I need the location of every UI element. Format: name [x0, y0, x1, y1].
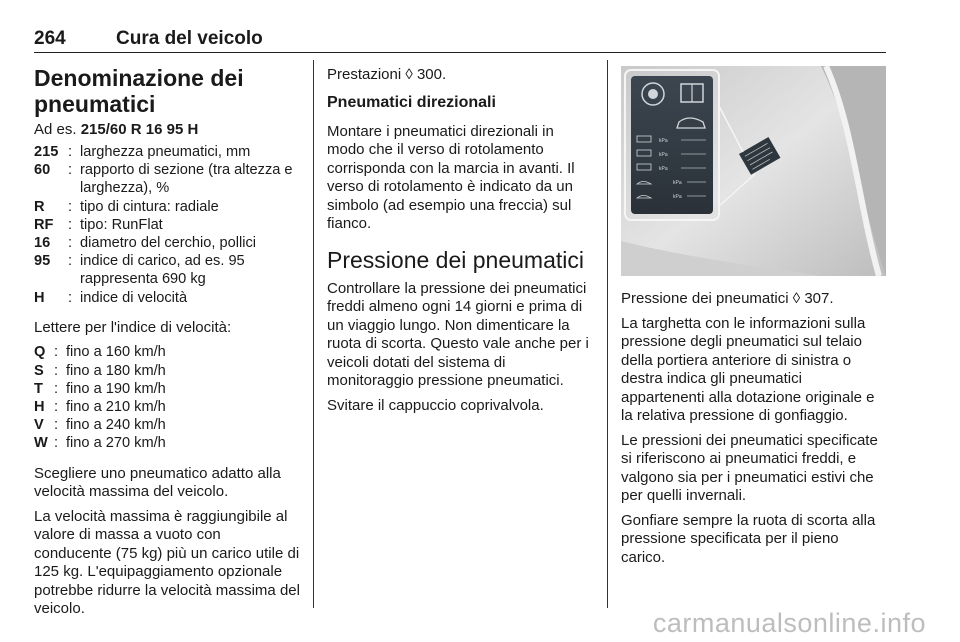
- definition-key: 95: [34, 253, 51, 270]
- definition-separator: :: [54, 435, 59, 452]
- definition-text: fino a 240 km/h: [66, 417, 166, 434]
- definition-separator: :: [54, 380, 59, 397]
- definition-separator: :: [68, 198, 73, 215]
- paragraph: Gonfiare sempre la ruota di scorta alla pressione specificata per il pieno carico.: [621, 511, 876, 566]
- definition-row: [34, 252, 300, 288]
- definition-key: T: [34, 380, 43, 397]
- definition-row: [34, 380, 300, 398]
- tyre-pressure-label-photo: [621, 66, 886, 276]
- section-title: Cura del veicolo: [116, 28, 263, 49]
- definition-row: [34, 343, 300, 361]
- definition-row: [34, 143, 300, 161]
- column-2: [327, 60, 593, 421]
- definition-row: [34, 434, 300, 452]
- definition-key: H: [34, 398, 45, 415]
- heading-directional-tyres: Pneumatici direzionali: [327, 93, 496, 111]
- definition-row: [34, 398, 300, 416]
- column-1: [34, 60, 300, 625]
- paragraph: Controllare la pressione dei pneumatici freddi almeno ogni 14 giorni e prima di un viaggio lungo. Non dimenticare la ruota di scorta. Questo vale anche per i veicoli dotati del sistema di monitoraggio pressione pneumatici.: [327, 279, 589, 389]
- definition-text: indice di velocità: [80, 289, 188, 306]
- definition-key: 16: [34, 235, 51, 252]
- heading-tyre-pressure: Pressione dei pneumatici: [327, 246, 584, 273]
- definition-row: [34, 234, 300, 252]
- definition-key: 60: [34, 162, 51, 179]
- column-divider: [313, 60, 314, 608]
- definition-separator: :: [54, 417, 59, 434]
- definition-row: [34, 161, 300, 197]
- definition-separator: :: [68, 253, 73, 270]
- definition-text: fino a 160 km/h: [66, 344, 166, 361]
- watermark: carmanualsonline.info: [652, 608, 926, 638]
- definition-text: diametro del cerchio, pollici: [80, 235, 257, 252]
- heading-tyre-designation: Denominazione dei pneumatici: [34, 65, 244, 117]
- column-divider: [607, 60, 608, 608]
- label-unit: kPa: [673, 180, 682, 186]
- definition-separator: :: [54, 344, 59, 361]
- paragraph: La targhetta con le informazioni sulla pressione degli pneumatici sul telaio della portiera anteriore di sinistra o destra indica gli pneumatici appartenenti alla dotazione originale e la relativa pressione di gonfiaggio.: [621, 314, 875, 424]
- label-unit: kPa: [659, 166, 668, 172]
- paragraph: Scegliere uno pneumatico adatto alla velocità massima del veicolo.: [34, 464, 281, 501]
- definition-key: S: [34, 362, 44, 379]
- paragraph: Svitare il cappuccio coprivalvola.: [327, 396, 544, 414]
- definition-row: [34, 216, 300, 234]
- definition-text: fino a 210 km/h: [66, 398, 166, 415]
- page-number: 264: [34, 28, 66, 49]
- definition-key: W: [34, 435, 48, 452]
- example-code: 215/60 R 16 95 H: [80, 121, 199, 138]
- page-header: [34, 26, 886, 53]
- paragraph: La velocità massima è raggiungibile al valore di massa a vuoto con conducente (75 kg) più un carico utile di 125 kg. L'equipaggiamento opzionale potrebbe ridurre la velocità massima del veicolo.: [34, 507, 300, 618]
- definition-key: V: [34, 417, 44, 434]
- definition-row: [34, 198, 300, 216]
- definition-row: [34, 362, 300, 380]
- door-frame-illustration: [621, 66, 886, 276]
- definition-key: H: [34, 289, 45, 306]
- paragraph: Le pressioni dei pneumatici specificate si riferiscono ai pneumatici freddi, e valgono sia per i pneumatici estivi che per quelli invernali.: [621, 431, 878, 504]
- definition-separator: :: [68, 144, 73, 160]
- speed-list: [34, 343, 300, 452]
- definition-text: tipo di cintura: radiale: [80, 198, 219, 215]
- definition-text: tipo: RunFlat: [80, 216, 163, 233]
- speed-intro: Lettere per l'indice di velocità:: [34, 318, 232, 336]
- example-line: [34, 121, 300, 139]
- definition-separator: :: [68, 289, 73, 306]
- definition-separator: :: [68, 162, 73, 179]
- definition-text: indice di carico, ad es. 95 rappresenta 690 kg: [80, 253, 245, 288]
- definition-key: 215: [34, 144, 59, 160]
- definition-text: fino a 270 km/h: [66, 435, 166, 452]
- definition-separator: :: [68, 235, 73, 252]
- definition-separator: :: [68, 216, 73, 233]
- code-list: [34, 143, 300, 307]
- definition-key: RF: [34, 216, 54, 233]
- definition-text: rapporto di sezione (tra altezza e larghezza), %: [80, 162, 293, 197]
- performance-reference: Prestazioni ◊ 300.: [327, 66, 447, 83]
- column-3: [621, 60, 886, 573]
- definition-separator: :: [54, 362, 59, 379]
- definition-separator: :: [54, 398, 59, 415]
- definition-key: R: [34, 198, 45, 215]
- pressure-reference: Pressione dei pneumatici ◊ 307.: [621, 290, 834, 307]
- definition-row: [34, 289, 300, 307]
- definition-row: [34, 416, 300, 434]
- label-unit: kPa: [659, 152, 668, 158]
- definition-text: fino a 180 km/h: [66, 362, 166, 379]
- definition-text: fino a 190 km/h: [66, 380, 166, 397]
- definition-key: Q: [34, 344, 46, 361]
- paragraph: Montare i pneumatici direzionali in modo che il verso di rotolamento corrisponda con la marcia in avanti. Il verso di rotolamento è indicato da un simbolo (ad esempio una freccia) sul fianco.: [327, 122, 575, 232]
- definition-text: larghezza pneumatici, mm: [80, 144, 251, 160]
- example-prefix: Ad es.: [34, 121, 81, 138]
- label-unit: kPa: [659, 138, 668, 144]
- label-unit: kPa: [673, 194, 682, 200]
